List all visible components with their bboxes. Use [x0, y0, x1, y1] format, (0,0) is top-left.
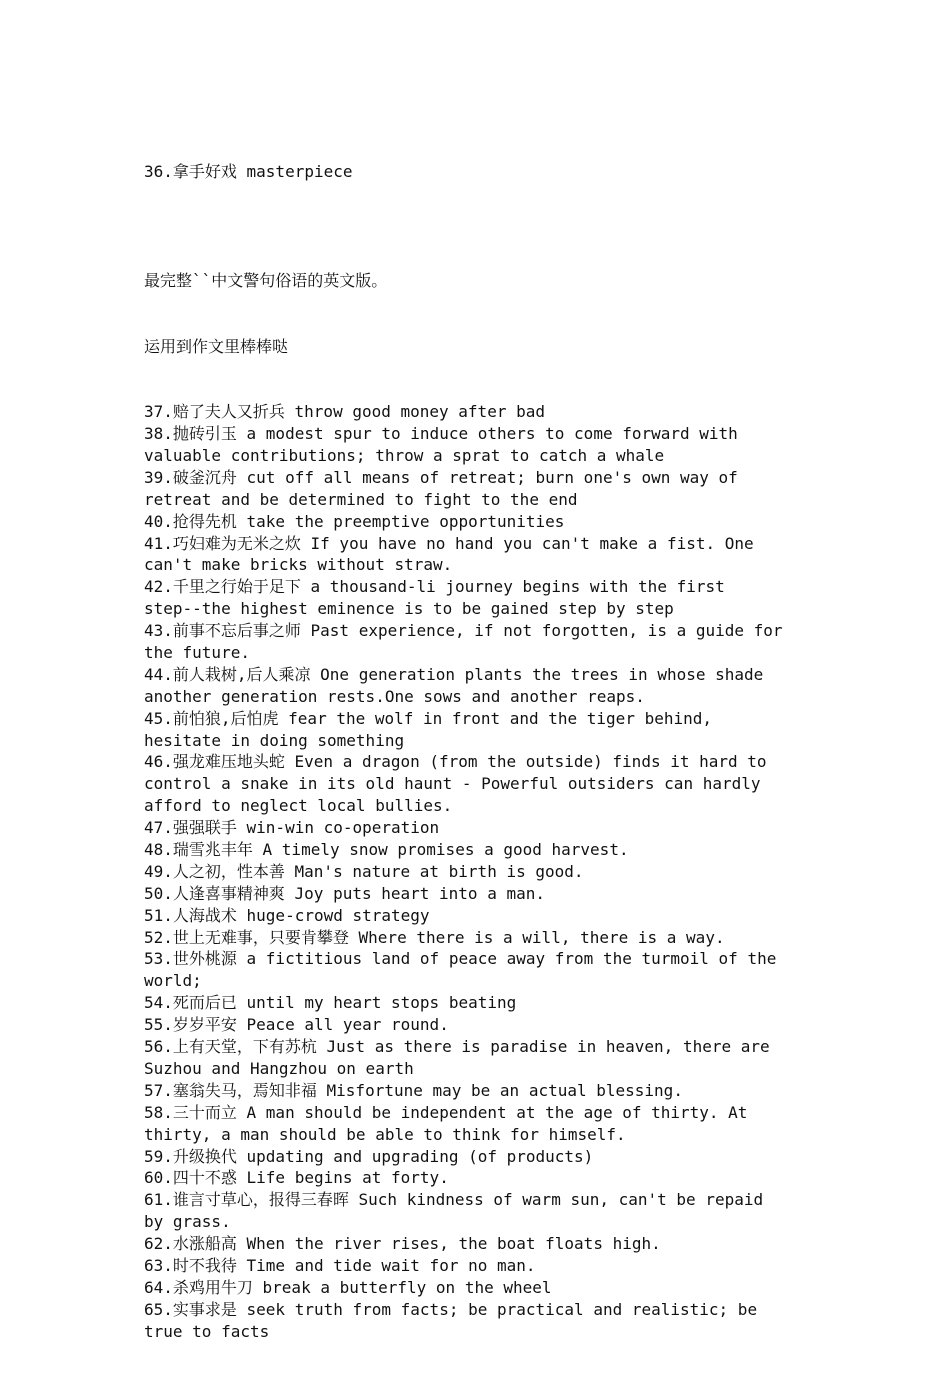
entry-line: 60.四十不惑 Life begins at forty.	[144, 1168, 449, 1188]
entry-line: another generation rests.One sows and another reaps.	[144, 686, 645, 706]
entry-line: can't make bricks without straw.	[144, 555, 453, 575]
entry-line: 55.岁岁平安 Peace all year round.	[144, 1015, 449, 1035]
entry-line: 65.实事求是 seek truth from facts; be practical and realistic; be	[144, 1299, 758, 1319]
main-text-block	[144, 226, 824, 1386]
entry-line: 64.杀鸡用牛刀 break a butterfly on the wheel	[144, 1277, 552, 1297]
entry-line: 54.死而后已 until my heart stops beating	[144, 993, 517, 1013]
entry-line: 63.时不我待 Time and tide wait for no man.	[144, 1255, 536, 1275]
first-entry-block	[144, 117, 824, 227]
entry-line: the future.	[144, 643, 250, 663]
entry-line: 57.塞翁失马，焉知非福 Misfortune may be an actual blessing.	[144, 1080, 683, 1100]
heading: 最完整``中文警句俗语的英文版。	[144, 270, 388, 290]
entry-line: thirty, a man should be able to think for himself.	[144, 1124, 626, 1144]
entry-line: afford to neglect local bullies.	[144, 796, 453, 816]
entry-line: step--the highest eminence is to be gained step by step	[144, 599, 674, 619]
entry-line: retreat and be determined to fight to the end	[144, 489, 578, 509]
entry-line: world;	[144, 971, 202, 991]
entry-line: 37.赔了夫人又折兵 throw good money after bad	[144, 402, 545, 422]
entry-line: 38.抛砖引玉 a modest spur to induce others to come forward with	[144, 424, 738, 444]
entry-line: 40.抢得先机 take the preemptive opportunities	[144, 511, 565, 531]
entry-line: Suzhou and Hangzhou on earth	[144, 1058, 414, 1078]
entry-line: 48.瑞雪兆丰年 A timely snow promises a good harvest.	[144, 840, 629, 860]
entry-line: 44.前人栽树,后人乘凉 One generation plants the trees in whose shade	[144, 664, 764, 684]
entry-line: 62.水涨船高 When the river rises, the boat floats high.	[144, 1234, 661, 1254]
entry-line: 51.人海战术 huge-crowd strategy	[144, 905, 430, 925]
entry-line: 49.人之初，性本善 Man's nature at birth is good.	[144, 861, 584, 881]
entry-line: 56.上有天堂，下有苏杭 Just as there is paradise in heaven, there are	[144, 1037, 770, 1057]
entry-line: 39.破釜沉舟 cut off all means of retreat; burn one's own way of	[144, 467, 738, 487]
entry-line: 46.强龙难压地头蛇 Even a dragon (from the outside) finds it hard to	[144, 752, 767, 772]
entry-line: true to facts	[144, 1321, 270, 1341]
entry-line: 59.升级换代 updating and upgrading (of products)	[144, 1146, 594, 1166]
subheading: 运用到作文里棒棒哒	[144, 336, 289, 356]
entry-line: 41.巧妇难为无米之炊 If you have no hand you can't make a fist. One	[144, 533, 754, 553]
entry-line: 50.人逢喜事精神爽 Joy puts heart into a man.	[144, 883, 545, 903]
entry-line: 47.强强联手 win-win co-operation	[144, 818, 440, 838]
entries-list	[144, 401, 824, 1342]
entry-line: 58.三十而立 A man should be independent at the age of thirty. At	[144, 1102, 748, 1122]
entry-line: 36.拿手好戏 masterpiece	[144, 161, 353, 181]
entry-line: 52.世上无难事，只要肯攀登 Where there is a will, there is a way.	[144, 927, 725, 947]
entry-line: hesitate in doing something	[144, 730, 405, 750]
entry-line: 42.千里之行始于足下 a thousand-li journey begins with the first	[144, 577, 725, 597]
entry-line: 61.谁言寸草心，报得三春晖 Such kindness of warm sun, can't be repaid	[144, 1190, 764, 1210]
entry-line: 43.前事不忘后事之师 Past experience, if not forgotten, is a guide for	[144, 621, 783, 641]
entry-line: by grass.	[144, 1212, 231, 1232]
entry-line: control a snake in its old haunt - Powerful outsiders can hardly	[144, 774, 761, 794]
entry-line: valuable contributions; throw a sprat to catch a whale	[144, 446, 665, 465]
entry-line: 53.世外桃源 a fictitious land of peace away from the turmoil of the	[144, 949, 777, 969]
entry-line: 45.前怕狼,后怕虎 fear the wolf in front and the tiger behind,	[144, 708, 713, 728]
